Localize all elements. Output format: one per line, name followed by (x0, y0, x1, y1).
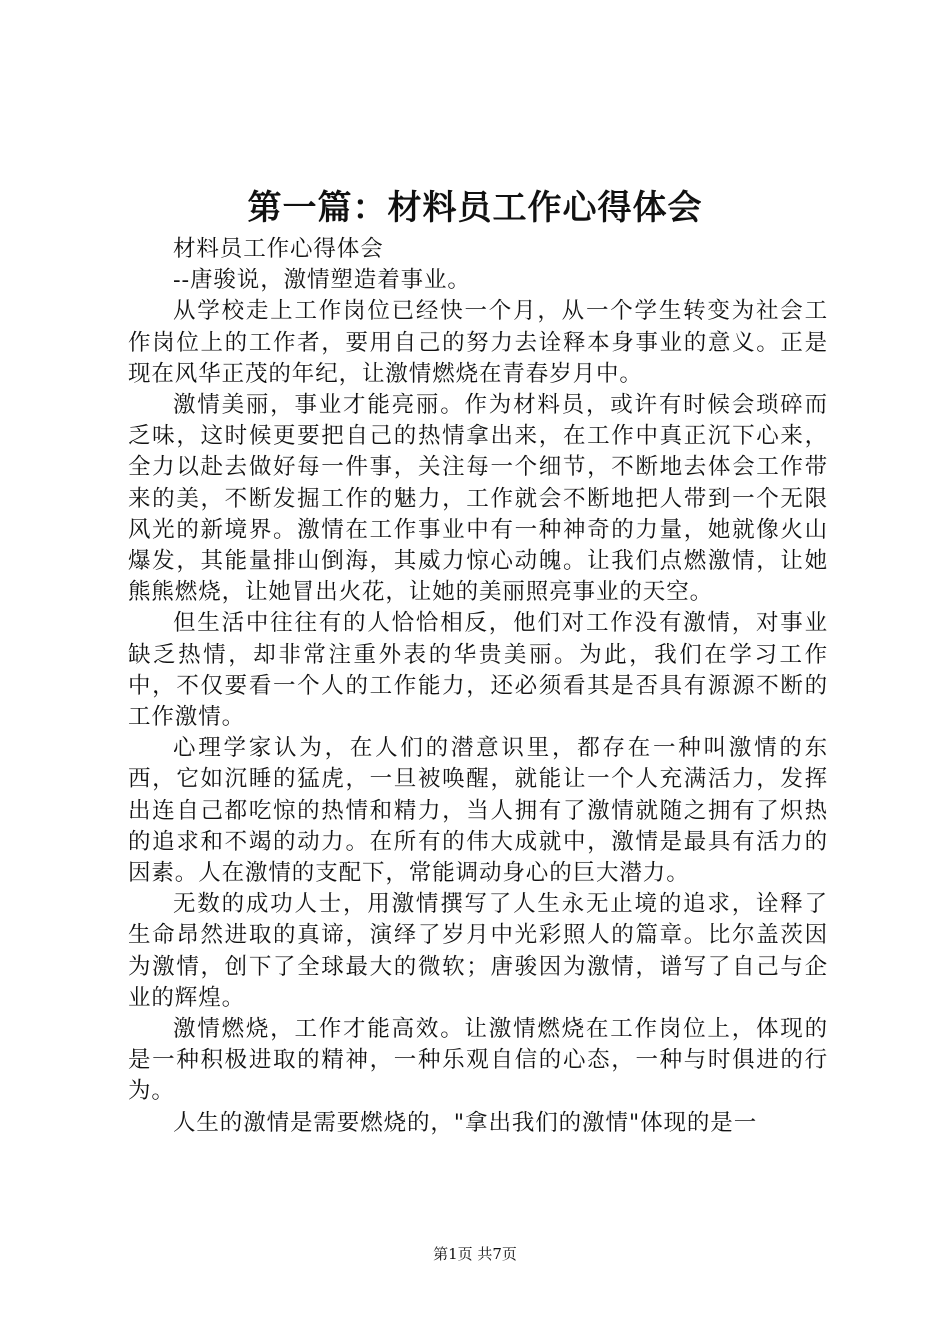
paragraph: 激情美丽，事业才能亮丽。作为材料员，或许有时候会琐碎而乏味，这时候更要把自己的热情拿出来，在工作中真正沉下心来，全力以赴去做好每一件事，关注每一个细节，不断地去体会工作带来的美，不断发掘工作的魅力，工作就会不断地把人带到一个无限风光的新境界。激情在工作事业中有一种神奇的力量，她就像火山爆发，其能量排山倒海，其威力惊心动魄。让我们点燃激情，让她熊熊燃烧，让她冒出火花，让她的美丽照亮事业的天空。 (128, 392, 828, 606)
paragraph: 人生的激情是需要燃烧的，"拿出我们的激情"体现的是一 (173, 1109, 758, 1136)
document-body (128, 234, 828, 1139)
paragraph-epigraph: --唐骏说，激情塑造着事业。 (173, 267, 471, 294)
paragraph: 心理学家认为，在人们的潜意识里，都存在一种叫激情的东西，它如沉睡的猛虎，一旦被唤醒，就能让一个人充满活力，发挥出连自己都吃惊的热情和精力，当人拥有了激情就随之拥有了炽热的追求和不竭的动力。在所有的伟大成就中，激情是最具有活力的因素。人在激情的支配下，常能调动身心的巨大潜力。 (128, 735, 828, 887)
page-title: 第一篇：材料员工作心得体会 (247, 188, 703, 228)
paragraph: 无数的成功人士，用激情撰写了人生永无止境的追求，诠释了生命昂然进取的真谛，演绎了岁月中光彩照人的篇章。比尔盖茨因为激情，创下了全球最大的微软；唐骏因为激情，谱写了自己与企业的辉煌。 (128, 891, 828, 1011)
page-number-footer: 第1页 共7页 (433, 1245, 517, 1263)
paragraph-subtitle: 材料员工作心得体会 (173, 236, 384, 262)
paragraph: 从学校走上工作岗位已经快一个月，从一个学生转变为社会工作岗位上的工作者，要用自己的努力去诠释本身事业的意义。正是现在风华正茂的年纪，让激情燃烧在青春岁月中。 (128, 298, 828, 387)
paragraph: 但生活中往往有的人恰恰相反，他们对工作没有激情，对事业缺乏热情，却非常注重外表的华贵美丽。为此，我们在学习工作中，不仅要看一个人的工作能力，还必须看其是否具有源源不断的工作激情。 (128, 610, 828, 731)
paragraph: 激情燃烧，工作才能高效。让激情燃烧在工作岗位上，体现的是一种积极进取的精神，一种乐观自信的心态，一种与时俱进的行为。 (128, 1016, 828, 1105)
